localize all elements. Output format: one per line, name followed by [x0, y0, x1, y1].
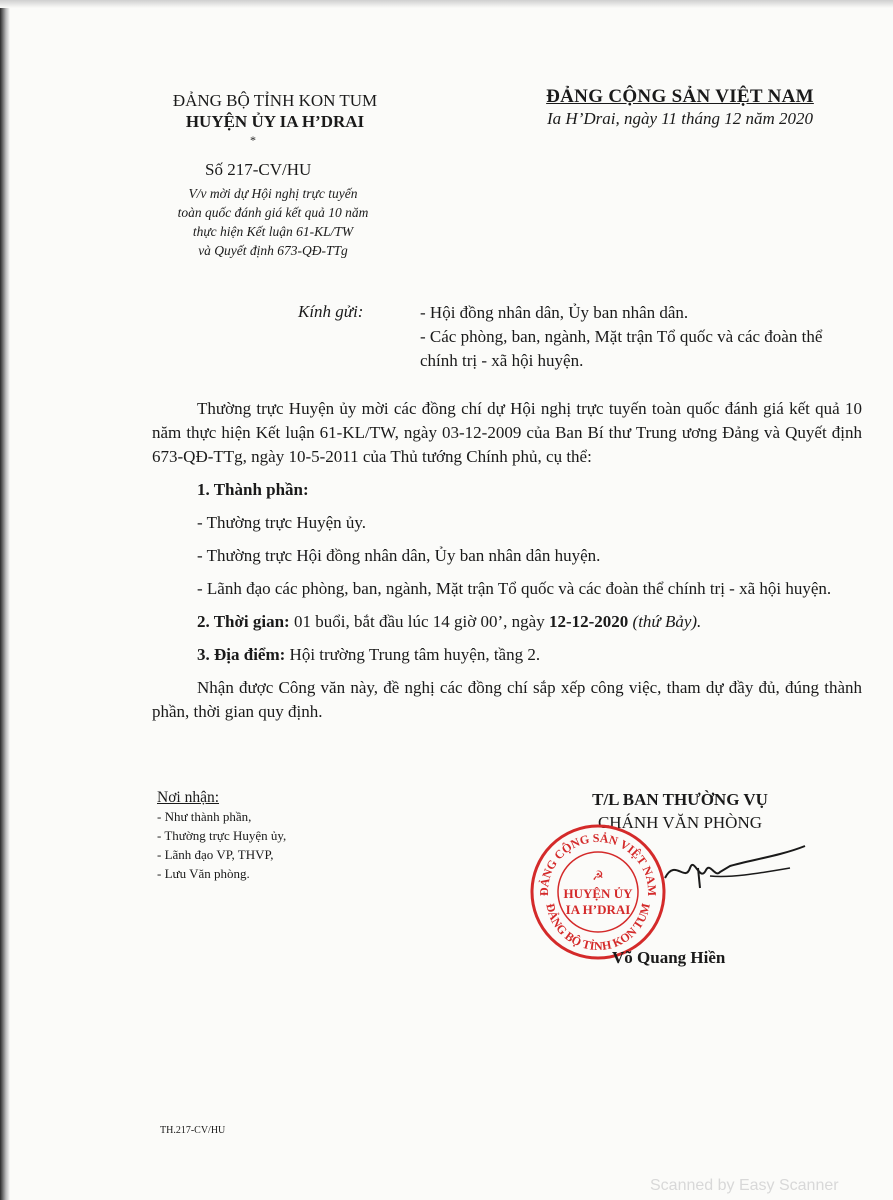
page-left-edge-shadow [0, 0, 10, 1200]
closing-paragraph: Nhận được Công văn này, đề nghị các đồng chí sắp xếp công việc, tham dự đầy đủ, đúng thành phần, thời gian quy định. [152, 678, 862, 721]
place-paragraph [152, 643, 862, 667]
participant-item: - Lãnh đạo các phòng, ban, ngành, Mặt trận Tổ quốc và các đoàn thể chính trị - xã hội huyện. [197, 579, 832, 598]
distribution-item: - Lãnh đạo VP, THVP, [157, 847, 274, 862]
header-star: * [250, 133, 256, 147]
signature-subtitle: CHÁNH VĂN PHÒNG [597, 813, 763, 832]
recipients-list [420, 301, 860, 373]
place-label: 3. Địa điểm: [197, 645, 286, 664]
place-text: Hội trường Trung tâm huyện, tầng 2. [285, 645, 541, 664]
party-name: ĐẢNG CỘNG SẢN VIỆT NAM [546, 86, 814, 107]
footer-document-code: TH.217-CV/HU [160, 1125, 226, 1136]
subject-line: và Quyết định 673-QĐ-TTg [198, 243, 348, 258]
handwritten-signature [660, 838, 810, 908]
section-title-text: 1. Thành phần: [197, 480, 309, 499]
scanner-watermark: Scanned by Easy Scanner [650, 1177, 839, 1194]
distribution-item: - Lưu Văn phòng. [157, 866, 250, 881]
issuing-organization [100, 90, 450, 132]
subject-line: V/v mời dự Hội nghị trực tuyến [188, 186, 358, 201]
page-top-edge-shadow [0, 0, 893, 8]
time-paragraph [152, 610, 862, 634]
time-date: 12-12-2020 [548, 612, 629, 631]
seal-center-line-1: HUYỆN ỦY [563, 886, 633, 901]
place-and-date: Ia H’Drai, ngày 11 tháng 12 năm 2020 [547, 109, 813, 128]
seal-bottom-text: ĐẢNG BỘ TỈNH KON TUM [543, 901, 653, 954]
signature-title: T/L BAN THƯỜNG VỤ [592, 790, 768, 809]
document-subject [128, 184, 418, 260]
seal-top-text: ĐẢNG CỘNG SẢN VIỆT NAM [536, 830, 660, 897]
recipients-label: Kính gửi: [298, 302, 364, 321]
subject-line: toàn quốc đánh giá kết quả 10 năm [177, 205, 369, 220]
org-line-1: ĐẢNG BỘ TỈNH KON TUM [172, 91, 378, 110]
distribution-list [157, 788, 286, 883]
participant-item: - Thường trực Huyện ủy. [197, 513, 367, 532]
recipient-item: - Hội đồng nhân dân, Ủy ban nhân dân. [420, 303, 689, 322]
official-seal [528, 822, 668, 962]
document-number: Số 217-CV/HU [205, 160, 312, 179]
time-label: 2. Thời gian: [197, 612, 290, 631]
hammer-sickle-icon: ☭ [592, 868, 604, 883]
intro-paragraph: Thường trực Huyện ủy mời các đồng chí dự Hội nghị trực tuyến toàn quốc đánh giá kết quả 10 năm thực hiện Kết luận 61-KL/TW, ngày 03-12-2009 của Ban Bí thư Trung ương Đảng và Quyết định 673-QĐ-TTg, ngày 10-5-2011 của Thủ tướng Chính phủ, cụ thể: [152, 399, 862, 466]
recipient-item: - Các phòng, ban, ngành, Mặt trận Tổ quốc và các đoàn thể chính trị - xã hội huyện. [420, 327, 823, 370]
org-line-2: HUYỆN ỦY IA H’DRAI [185, 112, 365, 131]
distribution-item: - Như thành phần, [157, 809, 252, 824]
signer-name: Võ Quang Hiền [612, 948, 726, 967]
document-body [152, 397, 862, 724]
seal-center-line-2: IA H’DRAI [565, 902, 631, 917]
section-participants-title [152, 478, 862, 502]
time-text: 01 buổi, bắt đầu lúc 14 giờ 00’, ngày [289, 612, 549, 631]
time-day: (thứ Bảy). [628, 612, 702, 631]
subject-line: thực hiện Kết luận 61-KL/TW [192, 224, 354, 239]
national-header [500, 86, 860, 129]
participant-item: - Thường trực Hội đồng nhân dân, Ủy ban nhân dân huyện. [197, 546, 601, 565]
distribution-title: Nơi nhận: [157, 789, 220, 806]
distribution-item: - Thường trực Huyện ủy, [157, 828, 287, 843]
